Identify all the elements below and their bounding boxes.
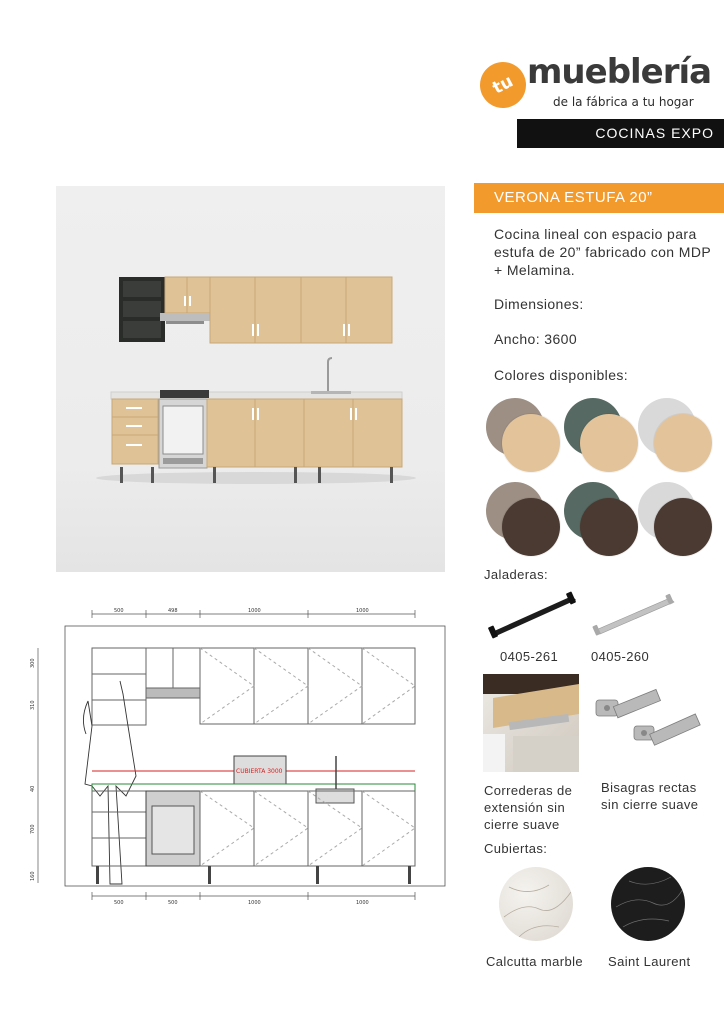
- plan-top-dim: 498: [168, 608, 178, 614]
- color-swatch-front: [580, 414, 638, 472]
- brand-logo: mueblería: [527, 52, 712, 92]
- drawer-slide-caption: Correderas de extensión sin cierre suave: [484, 783, 573, 832]
- dimensions-label: Dimensiones:: [494, 296, 584, 312]
- brand-badge: tu: [472, 54, 534, 116]
- calcutta-marble-label: Calcutta marble: [486, 954, 584, 969]
- plan-side-dim: 310: [30, 700, 36, 710]
- hinge-image: [586, 678, 712, 774]
- handle-code-261: 0405-261: [500, 649, 559, 664]
- handle-code-260: 0405-260: [591, 649, 650, 664]
- saint-laurent-swatch: [611, 867, 685, 941]
- plan-bottom-dim: 1000: [356, 900, 369, 906]
- plan-bottom-dim: 500: [168, 900, 178, 906]
- colors-label: Colores disponibles:: [494, 367, 629, 383]
- plan-counter-label: CUBIERTA 3000: [236, 768, 283, 775]
- dimensions-width: Ancho: 3600: [494, 331, 578, 347]
- countertops-label: Cubiertas:: [484, 841, 548, 856]
- plan-side-dim: 700: [30, 824, 36, 834]
- plan-top-dim: 1000: [248, 608, 261, 614]
- handle-black-image: [486, 588, 578, 640]
- color-swatch-front: [654, 498, 712, 556]
- plan-side-dim: 300: [30, 658, 36, 668]
- kitchen-render: [56, 186, 445, 572]
- plan-side-dim: 40: [30, 785, 36, 792]
- product-title: VERONA ESTUFA 20”: [474, 183, 724, 213]
- technical-plan: [30, 606, 460, 906]
- color-swatch-front: [654, 414, 712, 472]
- section-title: COCINAS EXPO: [517, 119, 724, 148]
- saint-laurent-label: Saint Laurent: [608, 954, 691, 969]
- drawer-slide-image: [483, 674, 579, 772]
- brand-slogan: de la fábrica a tu hogar: [553, 95, 694, 109]
- hinge-caption: Bisagras rectas sin cierre suave: [601, 780, 699, 812]
- plan-top-dim: 500: [114, 608, 124, 614]
- plan-bottom-dim: 500: [114, 900, 124, 906]
- handles-label: Jaladeras:: [484, 567, 548, 582]
- product-description: Cocina lineal con espacio para estufa de 20” fabricado con MDP + Melamina.: [494, 226, 711, 278]
- plan-top-dim: 1000: [356, 608, 369, 614]
- color-swatch-front: [502, 414, 560, 472]
- plan-bottom-dim: 1000: [248, 900, 261, 906]
- color-swatch-front: [502, 498, 560, 556]
- handle-silver-image: [592, 592, 676, 638]
- color-swatch-front: [580, 498, 638, 556]
- calcutta-marble-swatch: [499, 867, 573, 941]
- plan-side-dim: 160: [30, 871, 36, 881]
